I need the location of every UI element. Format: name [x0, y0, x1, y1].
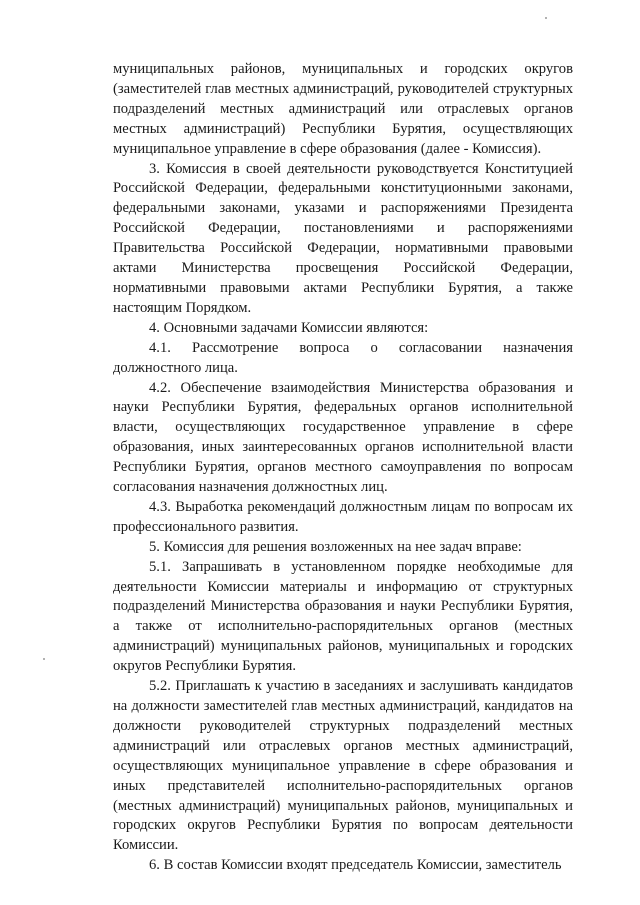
paragraph-5: 5. Комиссия для решения возложенных на нее задач вправе:	[149, 538, 522, 555]
paragraph-6: 6. В состав Комиссии входят председатель Комиссии, заместитель	[149, 857, 562, 874]
paragraph-4-1: 4.1. Рассмотрение вопроса о согласовании назначения должностного лица.	[113, 339, 573, 376]
paragraph-4: 4. Основными задачами Комиссии являются:	[149, 319, 429, 336]
paragraph-intro-continuation: муниципальных районов, муниципальных и городских округов (заместителей глав местных администраций, руководителей структурных подразделений местных администраций или отраслевых органов местных администраций) Республики Бурятия, осуществляющих муниципальное управление в сфере образования (далее - Комиссия).	[113, 61, 573, 157]
paragraph-5-1: 5.1. Запрашивать в установленном порядке необходимые для деятельности Комиссии материалы и информацию от структурных подразделений Министерства образования и науки Республики Бурятия, а также от исполнительно-распорядительных органов (местных администраций) муниципальных районов, муниципальных и городских округов Республики Бурятия.	[113, 558, 573, 675]
document-body	[113, 60, 573, 876]
scan-speck	[545, 17, 547, 19]
paragraph-4-3: 4.3. Выработка рекомендаций должностным лицам по вопросам их профессионального развития.	[113, 498, 573, 535]
scan-speck	[43, 658, 45, 660]
paragraph-4-2: 4.2. Обеспечение взаимодействия Министерства образования и науки Республики Бурятия, федеральных органов исполнительной власти, осуществляющих государственное управление в сфере образования, иных заинтересованных органов исполнительной власти Республики Бурятия, органов местного самоуправления по вопросам согласования назначения должностных лиц.	[113, 379, 573, 496]
paragraph-3: 3. Комиссия в своей деятельности руководствуется Конституцией Российской Федерации, федеральными конституционными законами, федеральными законами, указами и распоряжениями Президента Российской Федерации, постановлениями и распоряжениями Правительства Российской Федерации, нормативными правовыми актами Министерства просвещения Российской Федерации, нормативными правовыми актами Республики Бурятия, а также настоящим Порядком.	[113, 160, 573, 316]
paragraph-5-2: 5.2. Приглашать к участию в заседаниях и заслушивать кандидатов на должности заместителей глав местных администраций, кандидатов на должности руководителей структурных подразделений местных администраций или отраслевых органов местных администраций, осуществляющих муниципальное управление в сфере образования и иных представителей исполнительно-распорядительных органов (местных администраций) муниципальных районов, муниципальных и городских округов Республики Бурятия по вопросам деятельности Комиссии.	[113, 678, 573, 854]
